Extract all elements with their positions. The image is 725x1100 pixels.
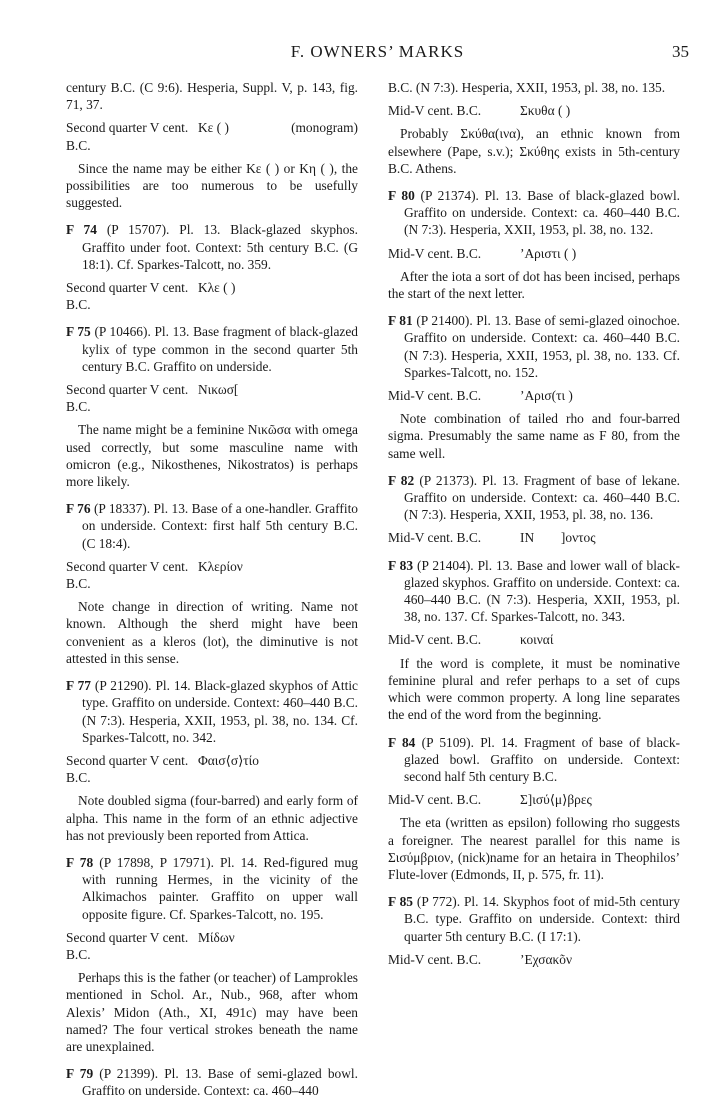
- entry-number: F 83: [388, 557, 414, 573]
- entry-note: If the word is complete, it must be nominative feminine plural and refer perhaps to a set of cups which were common property. A long line separates the end of the word from the beginning.: [388, 655, 680, 723]
- mark-date: Second quarter V cent. B.C.: [66, 558, 189, 592]
- entry-number: F 75: [66, 324, 91, 340]
- entry-note: The eta (written as epsilon) following rho suggests a foreigner. The nearest parallel for this name is Σισύμβριον, (nick)name for an hetaira in Theophilos’ Flute-lover (Edmonds, II, p. 575, fr. 11).: [388, 815, 680, 882]
- mark-greek: Σκυθα ( ): [520, 103, 571, 119]
- mark-greek: Κλερίον: [198, 558, 243, 574]
- entry-note: Note combination of tailed rho and four-barred sigma. Presumably the same name as F 80, from the same well.: [388, 411, 680, 461]
- mark-line: [66, 279, 358, 313]
- mark-greek: ’Αριστι ( ): [520, 245, 577, 261]
- entry-description: (P 18337). Pl. 13. Base of a one-handler. Graffito on underside. Context: first half 5th century B.C. (C 18:4).: [82, 501, 358, 551]
- entry-description: (P 21374). Pl. 13. Base of black-glazed bowl. Graffito on underside. Context: ca. 460–440 B.C. (N 7:3). Hesperia, XXII, 1953, pl. 38, no. 132.: [404, 188, 681, 238]
- mark-line: [66, 381, 358, 415]
- entry-note: Perhaps this is the father (or teacher) of Lamprokles mentioned in Schol. Ar., Nub., 968, after whom Alexis’ Midon (Ath., XI, 491c) may have been named? The four vertical strokes beneath the name are unexplained.: [66, 970, 358, 1054]
- mark-greek: Κλε ( ): [198, 280, 236, 296]
- entry-description: (P 772). Pl. 14. Skyphos foot of mid-5th century B.C. type. Graffito on underside. Context: third quarter 5th century B.C. (I 17:1).: [404, 894, 680, 944]
- entry-number: F 80: [388, 188, 415, 204]
- entry-description: (P 17898, P 17971). Pl. 14. Red-figured mug with running Hermes, in the vicinity of the Alkimachos painter. Graffito on upper wall opposite figure. Cf. Sparkes-Talcott, no. 195.: [82, 854, 358, 922]
- mark-date: Mid-V cent. B.C.: [388, 792, 482, 808]
- catalog-entry: [388, 557, 680, 724]
- mark-date: Mid-V cent. B.C.: [388, 530, 482, 546]
- catalog-entry: [66, 323, 358, 490]
- mark-greek: Σ]ισύ⟨μ⟩βρες: [520, 792, 592, 808]
- mark-greek: Νικωσ[: [198, 382, 239, 398]
- mark-line: [388, 245, 680, 262]
- entry-number: F 84: [388, 734, 416, 750]
- catalog-entry: [66, 221, 358, 313]
- entry-note: The name might be a feminine Νικῶσα with omega used correctly, but some masculine name with omicron (e.g., Nikosthenes, Nikostratos) is perhaps more likely.: [66, 422, 358, 490]
- mark-date: Mid-V cent. B.C.: [388, 388, 482, 404]
- mark-date: Mid-V cent. B.C.: [388, 632, 482, 648]
- mark-line: [388, 529, 680, 546]
- entry-number: F 78: [66, 854, 94, 870]
- mark-date: Mid-V cent. B.C.: [388, 103, 482, 119]
- entry-number: F 76: [66, 501, 91, 517]
- catalog-entry: [66, 1065, 358, 1099]
- catalog-entry: [388, 893, 680, 968]
- mark-extra: (monogram): [291, 120, 358, 136]
- mark-line: [388, 791, 680, 808]
- entry-number: F 85: [388, 894, 413, 910]
- continued-text: B.C. (N 7:3). Hesperia, XXII, 1953, pl. 38, no. 135.: [388, 80, 666, 95]
- catalog-entry: [66, 677, 358, 844]
- mark-greek: ΙΝ ]οντος: [520, 530, 596, 546]
- entry-description: (P 21290). Pl. 14. Black-glazed skyphos of Attic type. Graffito on underside. Context: 460–440 B.C. (N 7:3). Hesperia, XXII, 1953, pl. 38, no. 134. Cf. Sparkes-Talcott, no. 342.: [82, 678, 358, 745]
- entry-description: (P 5109). Pl. 14. Fragment of base of black-glazed bowl. Graffito on underside. Context: second half 5th century B.C.: [404, 734, 680, 784]
- catalog-entry: [66, 854, 358, 1055]
- running-title: F. OWNERS’ MARKS: [290, 42, 465, 61]
- catalog-entry: [388, 187, 680, 302]
- mark-greek: Μίδων: [198, 929, 235, 945]
- mark-line: [388, 631, 680, 648]
- entry-number: F 77: [66, 678, 91, 694]
- mark-line: [66, 558, 358, 592]
- mark-line: [388, 951, 680, 968]
- mark-line: [66, 929, 358, 963]
- entry-description: (P 15707). Pl. 13. Black-glazed skyphos. Graffito under foot. Context: 5th century B.C. (G 18:1). Cf. Sparkes-Talcott, no. 359.: [82, 222, 358, 272]
- mark-greek: Φαισ⟨σ⟩τίο: [198, 752, 259, 768]
- entry-number: F 81: [388, 313, 413, 329]
- mark-line: [66, 119, 358, 153]
- mark-date: Second quarter V cent. B.C.: [66, 929, 189, 962]
- page-header: [66, 42, 689, 66]
- catalog-entry: [388, 312, 680, 462]
- entry-description: (P 21373). Pl. 13. Fragment of base of lekane. Graffito on underside. Context: ca. 460–440 B.C. (N 7:3). Hesperia, XXII, 1953, pl. 38, no. 136.: [404, 472, 680, 523]
- mark-line: [388, 387, 680, 404]
- entry-note: Note doubled sigma (four-barred) and early form of alpha. This name in the form of an ethnic adjective has not previously been reported from Attica.: [66, 793, 358, 843]
- entry-note: Probably Σκύθα(ινα), an ethnic known from elsewhere (Pape, s.v.); Σκύθης exists in 5th-century B.C. Athens.: [388, 126, 680, 176]
- catalog-entry: [388, 472, 680, 547]
- right-column: [388, 79, 680, 974]
- catalog-entry: [66, 500, 358, 667]
- mark-date: Second quarter V cent. B.C.: [66, 752, 189, 786]
- mark-greek: ’Εχσακõν: [520, 951, 573, 967]
- entry-number: F 79: [66, 1066, 94, 1082]
- mark-date: Second quarter V cent. B.C.: [66, 280, 189, 313]
- mark-date: Second quarter V cent. B.C.: [66, 120, 189, 153]
- page-number: 35: [672, 42, 689, 61]
- mark-line: [388, 102, 680, 119]
- entry-description: (P 10466). Pl. 13. Base fragment of black-glazed kylix of type common in the second quarter 5th century B.C. Graffito on underside.: [82, 324, 359, 374]
- continued-text: century B.C. (C 9:6). Hesperia, Suppl. V, p. 143, fig. 71, 37.: [66, 80, 358, 113]
- mark-greek: ’Αρισ(τι ): [520, 388, 573, 404]
- entry-note: Since the name may be either Κε ( ) or Κη ( ), the possibilities are too numerous to be usefully suggested.: [66, 160, 358, 211]
- entry-description: (P 21404). Pl. 13. Base and lower wall of black-glazed skyphos. Graffito on underside. Context: ca. 460–440 B.C. (N 7:3). Hesperia, XXII, 1953, pl. 38, no. 137. Cf. Sparkes-Talcott, no. 343.: [404, 557, 680, 625]
- mark-greek: κοιναί: [520, 632, 554, 648]
- entry-description: (P 21399). Pl. 13. Base of semi-glazed bowl. Graffito on underside. Context: ca. 460–440: [82, 1066, 358, 1099]
- entry-note: After the iota a sort of dot has been incised, perhaps the start of the next letter.: [388, 268, 680, 302]
- mark-date: Second quarter V cent. B.C.: [66, 382, 189, 415]
- mark-date: Mid-V cent. B.C.: [388, 245, 482, 261]
- mark-date: Mid-V cent. B.C.: [388, 951, 482, 967]
- entry-note: Note change in direction of writing. Name not known. Although the sherd might have been convenient as a kleros (lot), the diminutive is not attested in this sense.: [66, 599, 358, 666]
- entry-description: (P 21400). Pl. 13. Base of semi-glazed oinochoe. Graffito on underside. Context: ca. 460–440 B.C. (N 7:3). Hesperia, XXII, 1953, pl. 38, no. 133. Cf. Sparkes-Talcott, no. 152.: [404, 313, 680, 380]
- mark-greek: Κε ( ): [198, 120, 229, 136]
- catalog-entry: [388, 734, 680, 884]
- entry-number: F 82: [388, 472, 415, 488]
- left-column: [66, 79, 358, 1100]
- mark-line: [66, 752, 358, 786]
- entry-number: F 74: [66, 222, 97, 238]
